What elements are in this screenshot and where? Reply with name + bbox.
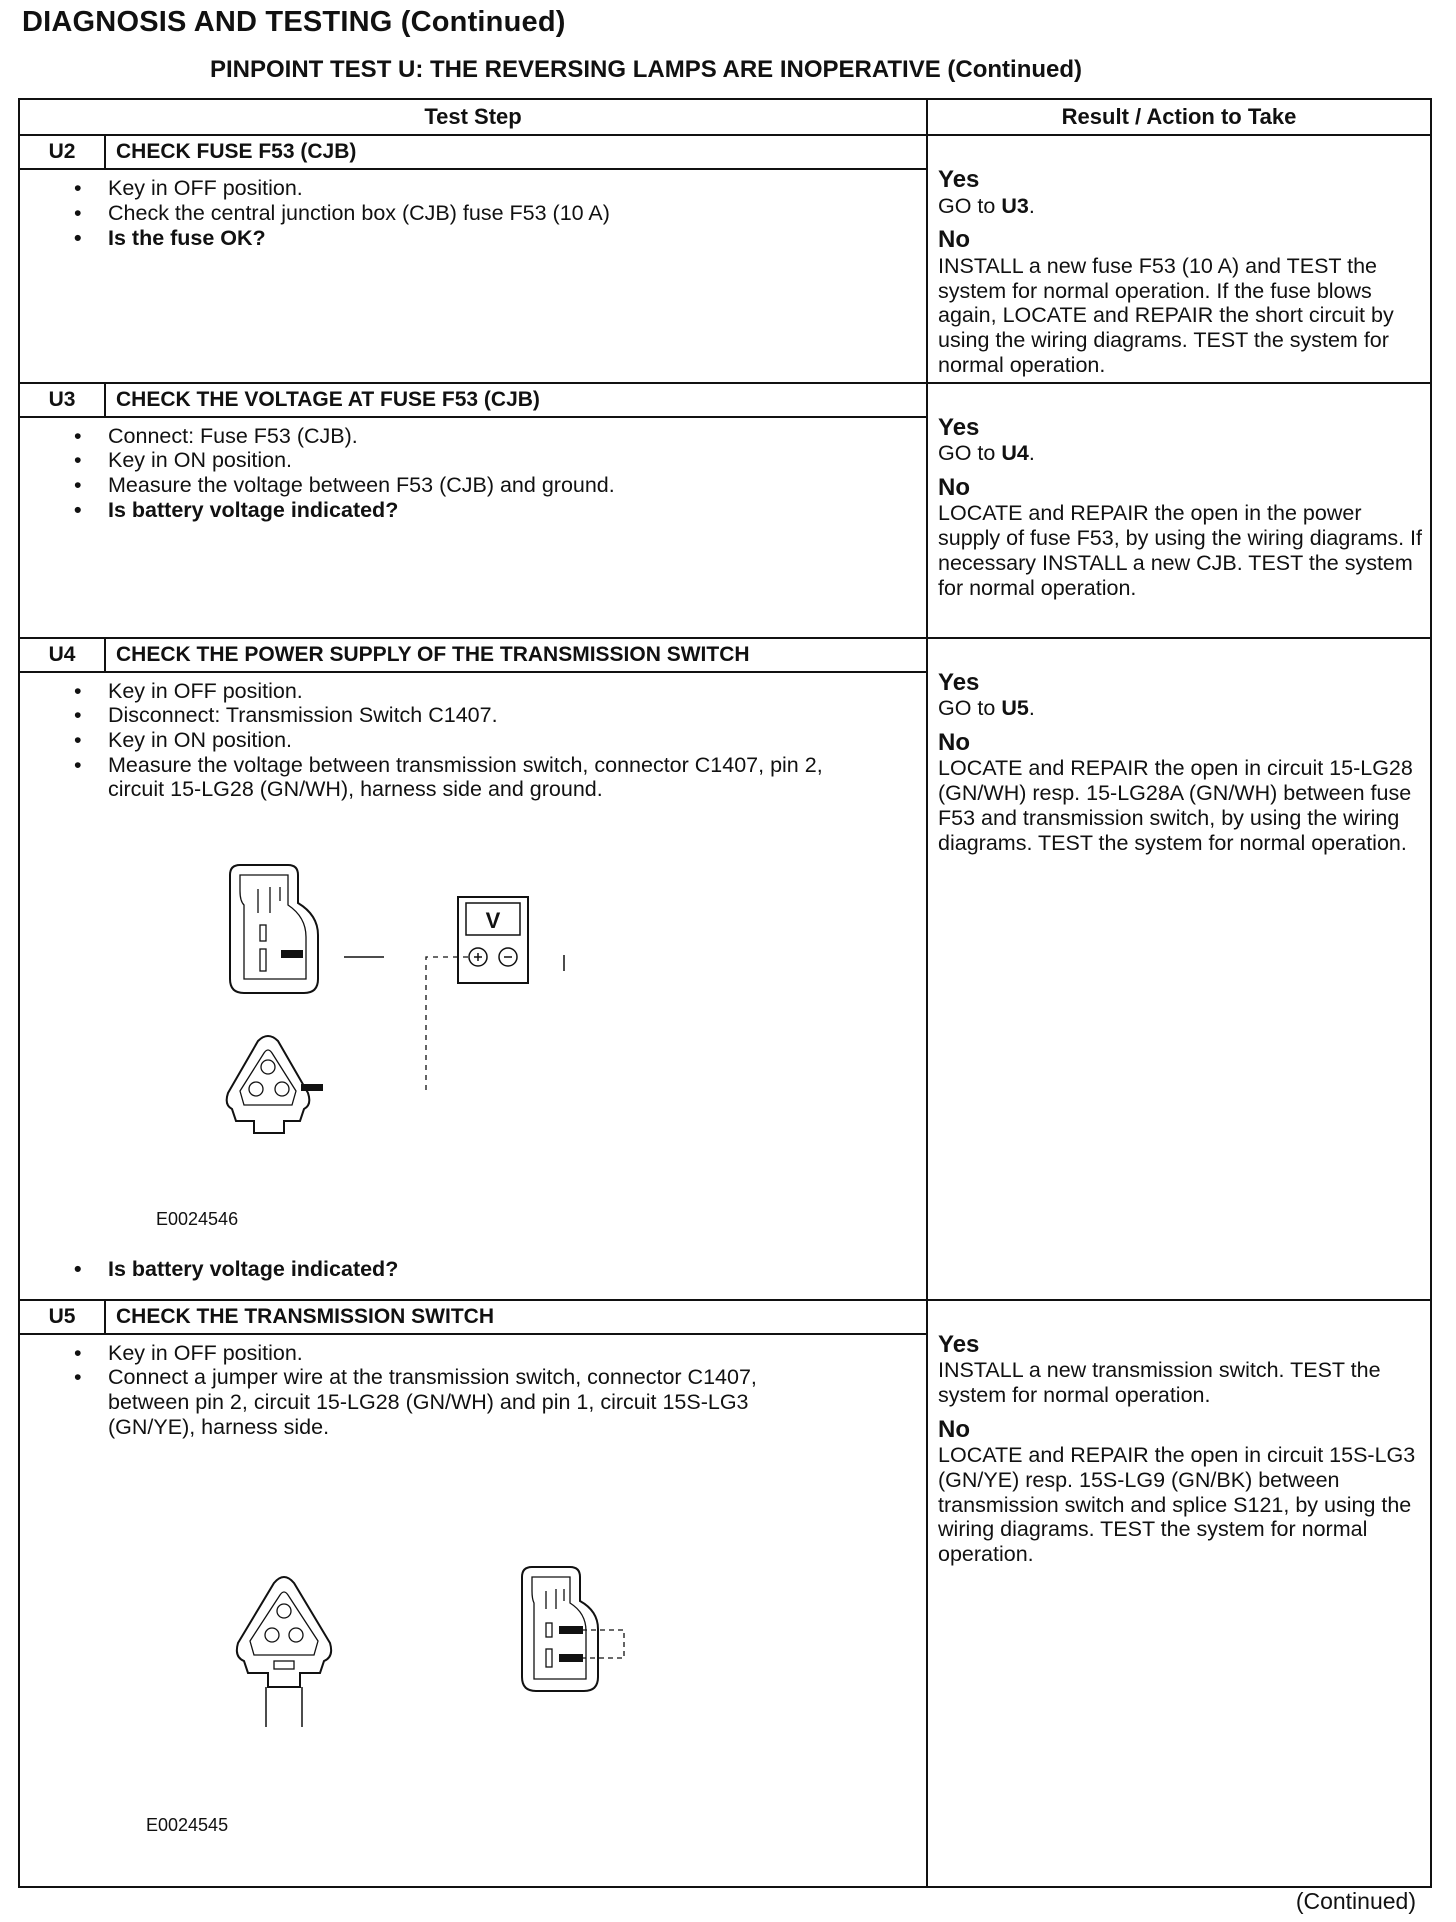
step-id: U5: [19, 1300, 105, 1334]
bullet-item: • Key in ON position.: [108, 448, 926, 473]
yes-label: Yes: [938, 166, 980, 193]
yes-action: INSTALL a new transmission switch. TEST the system for normal operation.: [938, 1358, 1381, 1407]
step-heading: CHECK THE POWER SUPPLY OF THE TRANSMISSION SWITCH: [105, 638, 927, 672]
step-u4-result: [927, 638, 1431, 1300]
bullet-item: • Key in ON position.: [108, 728, 926, 753]
connector-c1407-front-view: [237, 1577, 331, 1727]
column-header-result: Result / Action to Take: [927, 99, 1431, 135]
connector-c1407-side-view: [230, 865, 318, 993]
step-u4-body: [19, 672, 927, 1300]
bullet-item: • Key in OFF position.: [108, 679, 926, 704]
test-lead-dashed: [426, 957, 468, 1091]
no-action: LOCATE and REPAIR the open in circuit 15-LG28 (GN/WH) resp. 15-LG28A (GN/WH) between fuse F53 and transmission switch, by using the wiring diagrams. TEST the system for normal operation.: [938, 756, 1413, 855]
no-label: No: [938, 1415, 971, 1443]
step-u3-result: [927, 383, 1431, 638]
bullet-item: • Connect a jumper wire at the transmission switch, connector C1407, between pin 2, circuit 15-LG28 (GN/WH) and pin 1, circuit 15S-LG3 (GN/YE), harness side.: [108, 1365, 828, 1439]
yes-action: GO to U4.: [938, 441, 1035, 466]
yes-action: GO to U5.: [938, 696, 1035, 721]
figure-caption: E0024545: [146, 1814, 229, 1835]
pinpoint-test-table: [18, 98, 1432, 1888]
step-heading: CHECK FUSE F53 (CJB): [105, 135, 927, 169]
bullet-item: • Check the central junction box (CJB) fuse F53 (10 A): [108, 201, 926, 226]
step-heading: CHECK THE TRANSMISSION SWITCH: [105, 1300, 927, 1334]
step-id: U3: [19, 383, 105, 417]
voltmeter-test-diagram: [200, 861, 760, 1191]
step-u3-body: [19, 417, 927, 638]
step-u2-result: [927, 135, 1431, 383]
continued-label: (Continued): [1295, 1888, 1416, 1914]
jumper-wire-diagram: [220, 1563, 740, 1763]
bullet-item: • Measure the voltage between F53 (CJB) and ground.: [108, 473, 926, 498]
step-id: U4: [19, 638, 105, 672]
bullet-item: • Key in OFF position.: [108, 1341, 926, 1366]
voltmeter-label: V: [485, 907, 501, 933]
bullet-item: • Disconnect: Transmission Switch C1407.: [108, 703, 926, 728]
step-u4-header-row: [19, 638, 1431, 672]
step-u3-header-row: [19, 383, 1431, 417]
connector-c1407-side-view: [522, 1567, 624, 1691]
step-u5-result: [927, 1300, 1431, 1888]
step-question: • Is battery voltage indicated?: [74, 1256, 399, 1281]
step-id: U2: [19, 135, 105, 169]
step-u5-body: [19, 1334, 927, 1888]
bullet-item: • Key in OFF position.: [108, 176, 926, 201]
figure-caption: E0024546: [156, 1208, 239, 1229]
no-label: No: [938, 728, 971, 756]
no-label: No: [938, 226, 971, 254]
step-heading: CHECK THE VOLTAGE AT FUSE F53 (CJB): [105, 383, 927, 417]
step-u5-header-row: [19, 1300, 1431, 1334]
pinpoint-test-title: PINPOINT TEST U: THE REVERSING LAMPS ARE INOPERATIVE (Continued): [210, 56, 1083, 83]
step-u2-header-row: [19, 135, 1431, 169]
bullet-item: • Connect: Fuse F53 (CJB).: [108, 424, 926, 449]
no-label: No: [938, 473, 971, 501]
step-question: • Is battery voltage indicated?: [108, 498, 926, 523]
step-u2-body: [19, 169, 927, 382]
voltmeter: [458, 897, 528, 983]
yes-action: GO to U3.: [938, 193, 1035, 218]
page-title: DIAGNOSIS AND TESTING (Continued): [22, 6, 566, 38]
bullet-item: • Measure the voltage between transmission switch, connector C1407, pin 2, circuit 15-LG28 (GN/WH), harness side and ground.: [108, 753, 828, 802]
yes-label: Yes: [938, 668, 980, 696]
no-action: INSTALL a new fuse F53 (10 A) and TEST the system for normal operation. If the fuse blows again, LOCATE and REPAIR the short circuit by using the wiring diagrams. TEST the system for normal operation.: [938, 253, 1394, 377]
jumper-wire: [582, 1630, 624, 1658]
no-action: LOCATE and REPAIR the open in the power supply of fuse F53, by using the wiring diagrams. If necessary INSTALL a new CJB. TEST the system for normal operation.: [938, 501, 1423, 600]
yes-label: Yes: [938, 1330, 980, 1358]
yes-label: Yes: [938, 413, 980, 441]
connector-c1407-front-view: [227, 1036, 322, 1133]
step-question: • Is the fuse OK?: [108, 226, 926, 251]
no-action: LOCATE and REPAIR the open in circuit 15S-LG3 (GN/YE) resp. 15S-LG9 (GN/BK) between transmission switch and splice S121, by using the wiring diagrams. TEST the system for normal operation.: [938, 1443, 1416, 1566]
column-header-test-step: Test Step: [19, 99, 927, 135]
